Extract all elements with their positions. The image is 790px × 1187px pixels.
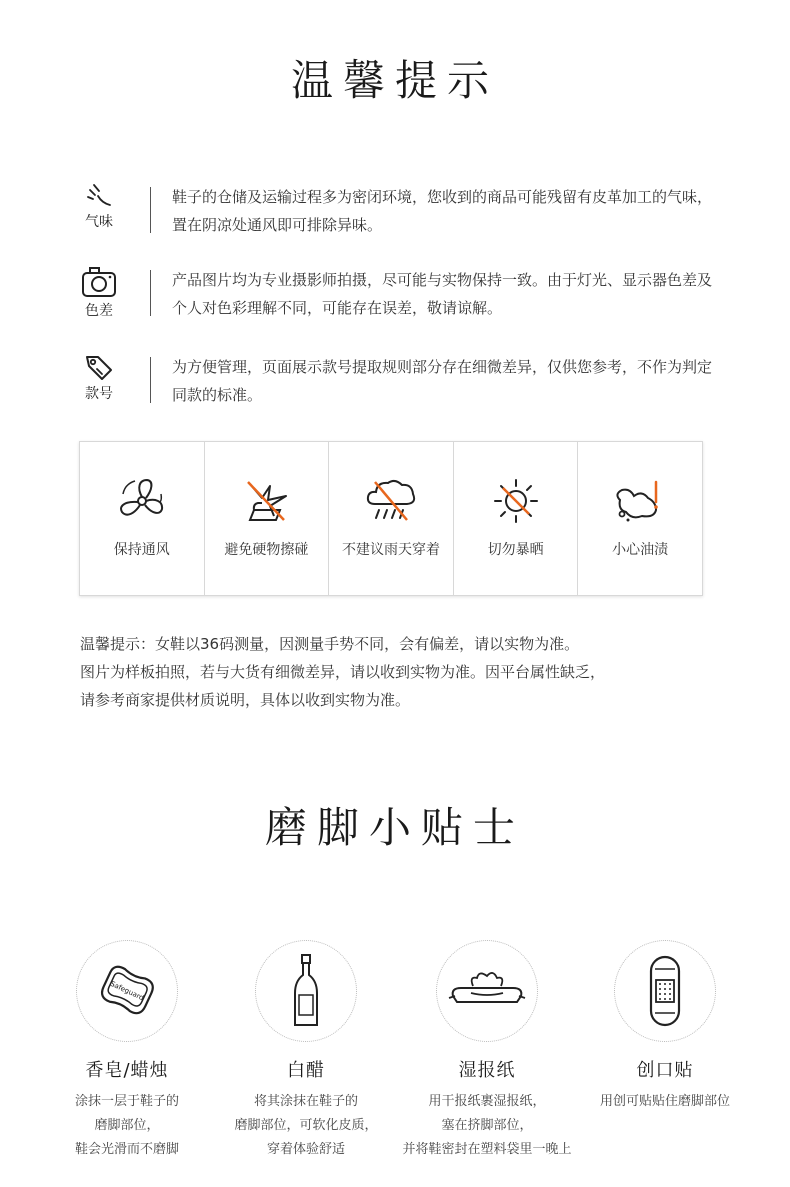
camera-icon bbox=[80, 266, 118, 298]
remedy-bandage bbox=[575, 940, 755, 1114]
remedy-name: 白醋 bbox=[287, 1060, 325, 1081]
section-title-anti-blister-tips: 磨脚小贴士 bbox=[264, 803, 525, 852]
fan-icon bbox=[117, 476, 167, 526]
remedy-name: 香皂/蜡烛 bbox=[85, 1060, 169, 1081]
notice-text: 鞋子的仓储及运输过程多为密闭环境，您收到的商品可能残留有皮革加工的气味，置在阴凉处通风即可排除异味。 bbox=[172, 188, 713, 234]
care-label: 不建议雨天穿着 bbox=[341, 542, 440, 558]
oil-stain-icon bbox=[612, 476, 668, 526]
remedy-name: 创口贴 bbox=[636, 1060, 694, 1081]
notice-label: 气味 bbox=[85, 214, 113, 230]
notice-label: 款号 bbox=[85, 386, 113, 402]
care-item bbox=[205, 442, 330, 595]
notice-text: 产品图片均为专业摄影师拍摄，尽可能与实物保持一致。由于灯光、显示器色差及个人对色彩理解不同，可能存在误差，敬请谅解。 bbox=[172, 271, 713, 317]
care-label: 保持通风 bbox=[113, 542, 170, 558]
notice-label: 色差 bbox=[85, 303, 113, 319]
divider bbox=[150, 187, 151, 233]
vinegar-bottle-icon bbox=[291, 953, 321, 1029]
soap-brand-text: Safeguard bbox=[109, 979, 145, 1003]
divider bbox=[150, 357, 151, 403]
care-label: 避免硬物擦碰 bbox=[224, 542, 309, 558]
size-note-heading: 温馨提示： bbox=[80, 635, 156, 653]
remedy-vinegar bbox=[216, 940, 396, 1162]
remedy-name: 湿报纸 bbox=[458, 1060, 516, 1081]
tissue-box-icon bbox=[447, 966, 527, 1016]
care-item bbox=[578, 442, 702, 595]
care-label: 切勿暴晒 bbox=[487, 542, 544, 558]
notice-color-difference bbox=[70, 266, 720, 336]
notice-smell bbox=[70, 183, 720, 253]
remedy-desc: 涂抹一层于鞋子的 磨脚部位， 鞋会光滑而不磨脚 bbox=[74, 1094, 179, 1157]
no-sun-icon bbox=[491, 476, 541, 526]
section-title-warm-tips: 温馨提示 bbox=[290, 56, 499, 105]
remedy-wet-newspaper bbox=[397, 940, 577, 1162]
size-note bbox=[80, 630, 740, 714]
remedy-desc: 用创可贴贴住磨脚部位 bbox=[599, 1094, 730, 1109]
care-label: 小心油渍 bbox=[612, 542, 669, 558]
size-note-line: 图片为样板拍照，若与大货有细微差异，请以收到实物为准。因平台属性缺乏， bbox=[80, 663, 606, 681]
size-note-line: 请参考商家提供材质说明，具体以收到实物为准。 bbox=[80, 691, 411, 709]
care-item bbox=[80, 442, 205, 595]
care-instructions-grid bbox=[79, 441, 703, 596]
remedy-desc: 用干报纸裹湿报纸， 塞在挤脚部位， 并将鞋密封在塑料袋里一晚上 bbox=[402, 1094, 572, 1157]
bandage-icon bbox=[647, 955, 683, 1027]
remedy-soap bbox=[37, 940, 217, 1162]
care-item bbox=[329, 442, 454, 595]
remedy-desc: 将其涂抹在鞋子的 磨脚部位，可软化皮质， 穿着体验舒适 bbox=[234, 1094, 378, 1157]
notice-style-number bbox=[70, 353, 720, 423]
size-note-line: 女鞋以36码测量，因测量手势不同，会有偏差，请以实物为准。 bbox=[155, 635, 580, 653]
no-rain-icon bbox=[363, 476, 419, 526]
no-scratch-icon bbox=[240, 476, 292, 526]
care-item bbox=[454, 442, 579, 595]
tag-icon bbox=[83, 353, 115, 381]
smell-icon bbox=[82, 183, 116, 209]
notice-text: 为方便管理，页面展示款号提取规则部分存在细微差异，仅供您参考，不作为判定同款的标准。 bbox=[172, 358, 713, 404]
divider bbox=[150, 270, 151, 316]
soap-icon bbox=[96, 963, 158, 1019]
